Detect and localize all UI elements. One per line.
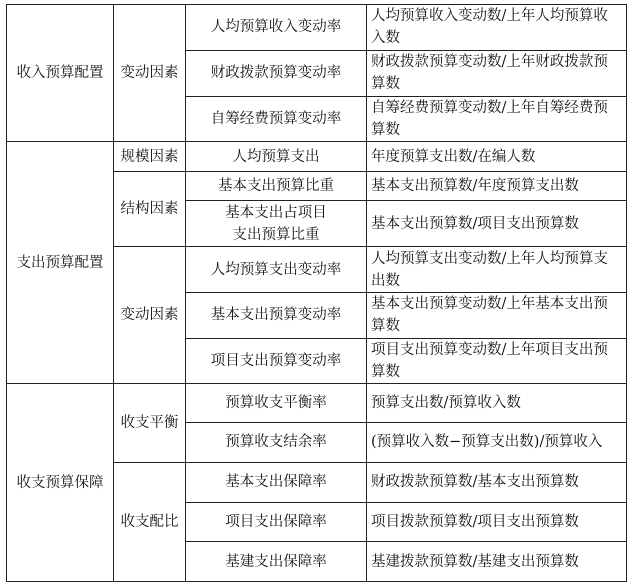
table-row <box>7 142 627 172</box>
formula-cell: 人均预算支出变动数/上年人均预算支出数 <box>367 247 627 293</box>
factor-cell: 收支平衡 <box>114 384 186 462</box>
indicator-cell: 预算收支平衡率 <box>186 384 367 423</box>
formula-cell: 自筹经费预算变动数/上年自筹经费预算数 <box>367 96 627 142</box>
indicator-cell: 人均预算收入变动率 <box>186 5 367 51</box>
factor-cell: 收支配比 <box>114 462 186 581</box>
indicator-cell: 项目支出预算变动率 <box>186 338 367 384</box>
formula-cell: 年度预算支出数/在编人数 <box>367 142 627 172</box>
indicator-cell: 人均预算支出变动率 <box>186 247 367 293</box>
factor-cell: 变动因素 <box>114 5 186 142</box>
table-row <box>7 5 627 51</box>
table-row <box>7 384 627 423</box>
formula-cell: 项目支出预算变动数/上年项目支出预算数 <box>367 338 627 384</box>
indicator-cell: 基本支出预算比重 <box>186 171 367 201</box>
indicator-cell: 项目支出保障率 <box>186 502 367 542</box>
indicator-table <box>6 4 627 582</box>
category-cell: 支出预算配置 <box>7 142 114 384</box>
formula-cell: 项目拨款预算数/项目支出预算数 <box>367 502 627 542</box>
indicator-cell: 基本支出占项目 支出预算比重 <box>186 201 367 247</box>
formula-cell: 基本支出预算变动数/上年基本支出预算数 <box>367 292 627 338</box>
formula-cell: 基建拨款预算数/基建支出预算数 <box>367 542 627 582</box>
formula-cell: (预算收入数−预算支出数)/预算收入 <box>367 423 627 463</box>
factor-cell: 结构因素 <box>114 171 186 246</box>
factor-cell: 规模因素 <box>114 142 186 172</box>
formula-cell: 基本支出预算数/项目支出预算数 <box>367 201 627 247</box>
indicator-cell: 人均预算支出 <box>186 142 367 172</box>
category-cell: 收入预算配置 <box>7 5 114 142</box>
formula-cell: 基本支出预算数/年度预算支出数 <box>367 171 627 201</box>
indicator-cell: 自筹经费预算变动率 <box>186 96 367 142</box>
indicator-cell: 预算收支结余率 <box>186 423 367 463</box>
factor-cell: 变动因素 <box>114 247 186 384</box>
formula-cell: 人均预算收入变动数/上年人均预算收入数 <box>367 5 627 51</box>
category-cell: 收支预算保障 <box>7 384 114 582</box>
formula-cell: 财政拨款预算数/基本支出预算数 <box>367 462 627 502</box>
indicator-cell: 财政拨款预算变动率 <box>186 50 367 96</box>
formula-cell: 财政拨款预算变动数/上年财政拨款预算数 <box>367 50 627 96</box>
indicator-cell: 基本支出预算变动率 <box>186 292 367 338</box>
indicator-cell: 基建支出保障率 <box>186 542 367 582</box>
formula-cell: 预算支出数/预算收入数 <box>367 384 627 423</box>
indicator-cell: 基本支出保障率 <box>186 462 367 502</box>
